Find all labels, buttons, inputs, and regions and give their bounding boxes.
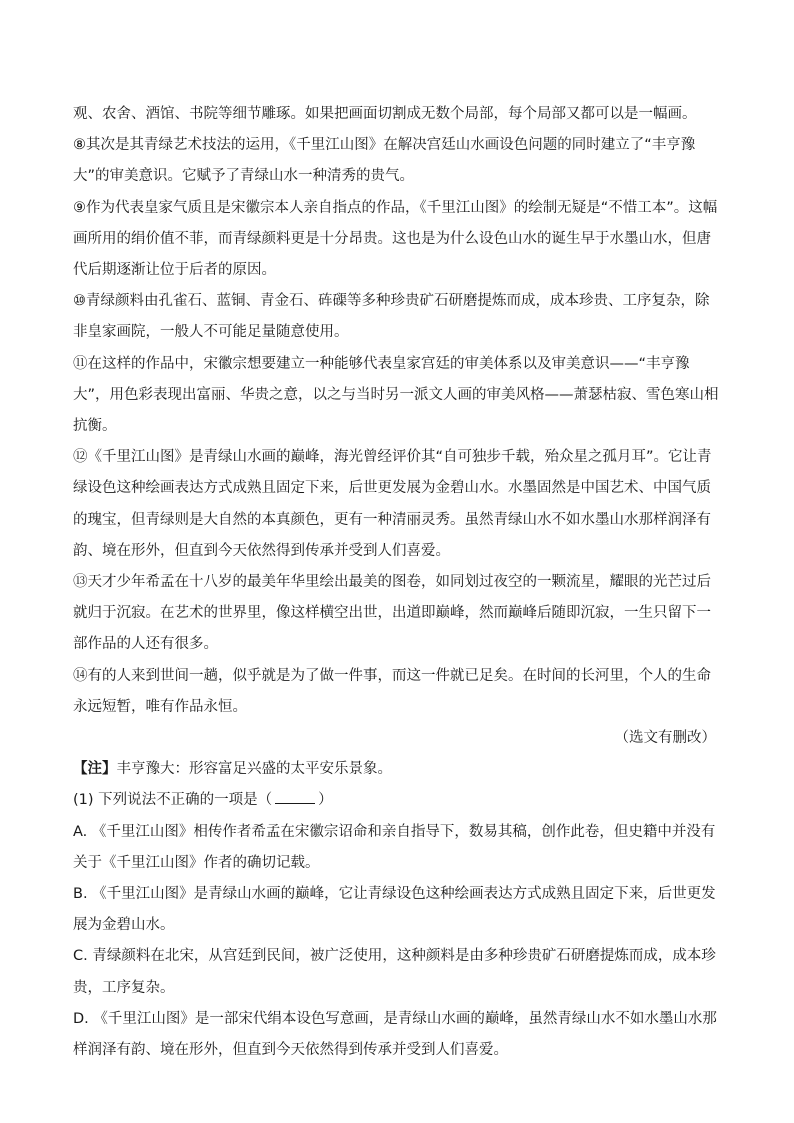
- paragraph-10: ⑩青绿颜料由孔雀石、蓝铜、青金石、砗磲等多种珍贵矿石研磨提炼而成，成本珍贵、工序复杂，除非皇家画院，一般人不可能足量随意使用。: [73, 293, 710, 341]
- answer-blank[interactable]: [275, 789, 315, 804]
- option-a: A. 《千里江山图》相传作者希孟在宋徽宗诏命和亲自指导下，数易其稿，创作此卷，但史籍中并没有关于《千里江山图》作者的确切记载。: [73, 823, 716, 871]
- question-stem: [73, 785, 721, 816]
- paragraph-12: ⑫《千里江山图》是青绿山水画的巅峰，海光曾经评价其“自可独步千载，殆众星之孤月耳”。它让青绿设色这种绘画表达方式成熟且固定下来，后世更发展为金碧山水。水墨固然是中国艺术、中国气质的瑰宝，但青绿则是大自然的本真颜色，更有一种清丽灵秀。虽然青绿山水不如水墨山水那样润泽有韵、境在形外，但直到今天依然得到传承并受到人们喜爱。: [73, 449, 712, 559]
- option-d: D. 《千里江山图》是一部宋代绢本设色写意画，是青绿山水画的巅峰，虽然青绿山水不如水墨山水那样润泽有韵、境在形外，但直到今天依然得到传承并受到人们喜爱。: [73, 1010, 717, 1059]
- annotation-text: 丰亨豫大：形容富足兴盛的太平安乐景象。: [116, 761, 392, 778]
- option-b: B. 《千里江山图》是青绿山水画的巅峰，它让青绿设色这种绘画表达方式成熟且固定下来，后世更发展为金碧山水。: [73, 886, 716, 934]
- annotation-bracket: 【注】: [73, 761, 117, 778]
- paragraph-11: ⑪在这样的作品中，宋徽宗想要建立一种能够代表皇家宫廷的审美体系以及审美意识——“丰亨豫大”，用色彩表现出富丽、华贵之意，以之与当时另一派文人画的审美风格——萧瑟枯寂、雪色寒山相抗衡。: [73, 355, 719, 435]
- document-page: [73, 99, 721, 1066]
- question-stem-after: ）: [318, 792, 333, 809]
- paragraph-9: ⑨作为代表皇家气质且是宋徽宗本人亲自指点的作品，《千里江山图》的绘制无疑是“不惜工本”。这幅画所用的绢价值不菲，而青绿颜料更是十分昂贵。这也是为什么设色山水的诞生早于水墨山水，但唐代后期逐渐让位于后者的原因。: [73, 199, 718, 279]
- paragraph-14: ⑭有的人来到世间一趟，似乎就是为了做一件事，而这一件就已足矣。在时间的长河里，个人的生命永远短暂，唯有作品永恒。: [73, 667, 711, 715]
- paragraph-8: ⑧其次是其青绿艺术技法的运用，《千里江山图》在解决宫廷山水画设色问题的同时建立了“丰亨豫大”的审美意识。它赋予了青绿山水一种清秀的贵气。: [73, 137, 696, 185]
- paragraph-13: ⑬天才少年希孟在十八岁的最美年华里绘出最美的图卷，如同划过夜空的一颗流星，耀眼的光芒过后就归于沉寂。在艺术的世界里，像这样横空出世，出道即巅峰，然而巅峰后随即沉寂，一生只留下一部作品的人还有很多。: [73, 574, 711, 653]
- option-c: C. 青绿颜料在北宋，从宫廷到民间，被广泛使用，这种颜料是由多种珍贵矿石研磨提炼而成，成本珍贵，工序复杂。: [73, 948, 716, 996]
- question-stem-before: (1) 下列说法不正确的一项是（: [73, 792, 273, 809]
- paragraph-7-tail: 观、农舍、酒馆、书院等细节雕琢。如果把画面切割成无数个局部，每个局部又都可以是一幅画。: [73, 106, 697, 122]
- source-note: （选文有删改）: [614, 730, 716, 747]
- annotation: [73, 754, 721, 785]
